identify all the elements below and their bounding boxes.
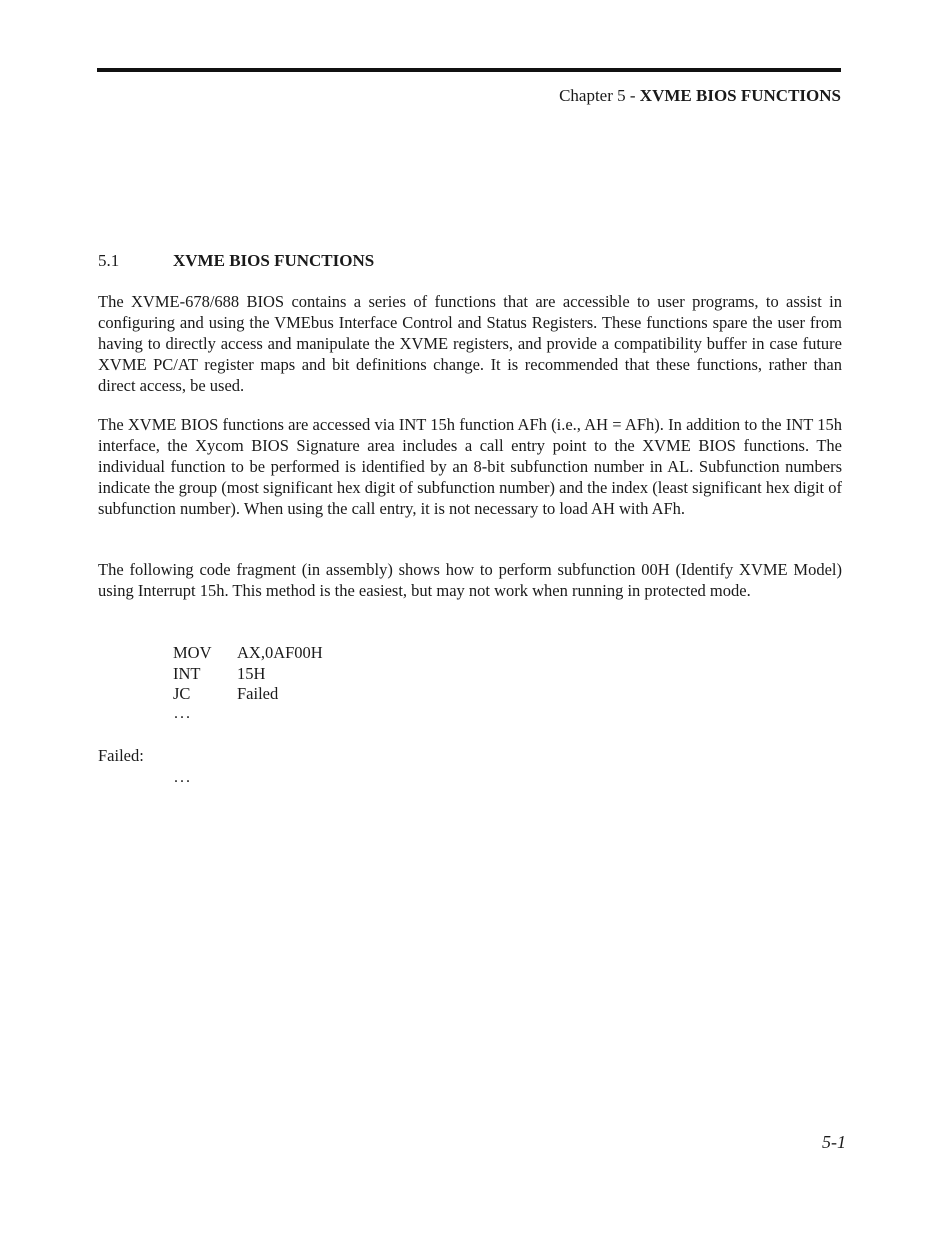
chapter-prefix: Chapter 5 -: [559, 86, 640, 105]
failed-label: Failed:: [98, 746, 144, 765]
code-ellipsis: ...: [174, 769, 192, 786]
chapter-title: XVME BIOS FUNCTIONS: [639, 86, 841, 105]
code-opcode: MOV: [173, 643, 212, 662]
section-title: XVME BIOS FUNCTIONS: [173, 251, 375, 270]
code-line: [173, 643, 323, 664]
code-fragment: [173, 643, 323, 705]
code-opcode: JC: [173, 684, 191, 703]
code-operand: Failed: [237, 684, 279, 703]
paragraph-access: The XVME BIOS functions are accessed via INT 15h function AFh (i.e., AH = AFh). In addition to the INT 15h interface, the Xycom BIOS Signature area includes a call entry point to the XVME BIOS functions. The individual function to be performed is identified by an 8-bit subfunction number in AL. Subfunction numbers indicate the group (most significant hex digit of subfunction number) and the index (least significant hex digit of subfunction number). When using the call entry, it is not necessary to load AH with AFh.: [98, 415, 842, 518]
code-operand: 15H: [237, 663, 266, 683]
chapter-header: [559, 86, 841, 106]
top-rule: [97, 68, 841, 72]
page-number: 5-1: [822, 1132, 846, 1152]
code-line: [173, 684, 323, 705]
paragraph-intro: The XVME-678/688 BIOS contains a series of functions that are accessible to user programs, to assist in configuring and using the VMEbus Interface Control and Status Registers. These functions spare the user from having to directly access and manipulate the XVME registers, and provide a compatibility buffer in case future XVME PC/AT register maps and bit definitions change. It is recommended that these functions, rather than direct access, be used.: [98, 292, 842, 395]
code-operand: AX,0AF00H: [237, 643, 323, 662]
code-ellipsis: ...: [174, 705, 192, 722]
paragraph-code-intro: The following code fragment (in assembly) shows how to perform subfunction 00H (Identify XVME Model) using Interrupt 15h. This method is the easiest, but may not work when running in protected mode.: [98, 560, 842, 600]
section-number: 5.1: [98, 251, 120, 270]
section-heading: [98, 251, 374, 271]
code-opcode: INT: [173, 663, 201, 683]
code-line: [173, 664, 323, 685]
